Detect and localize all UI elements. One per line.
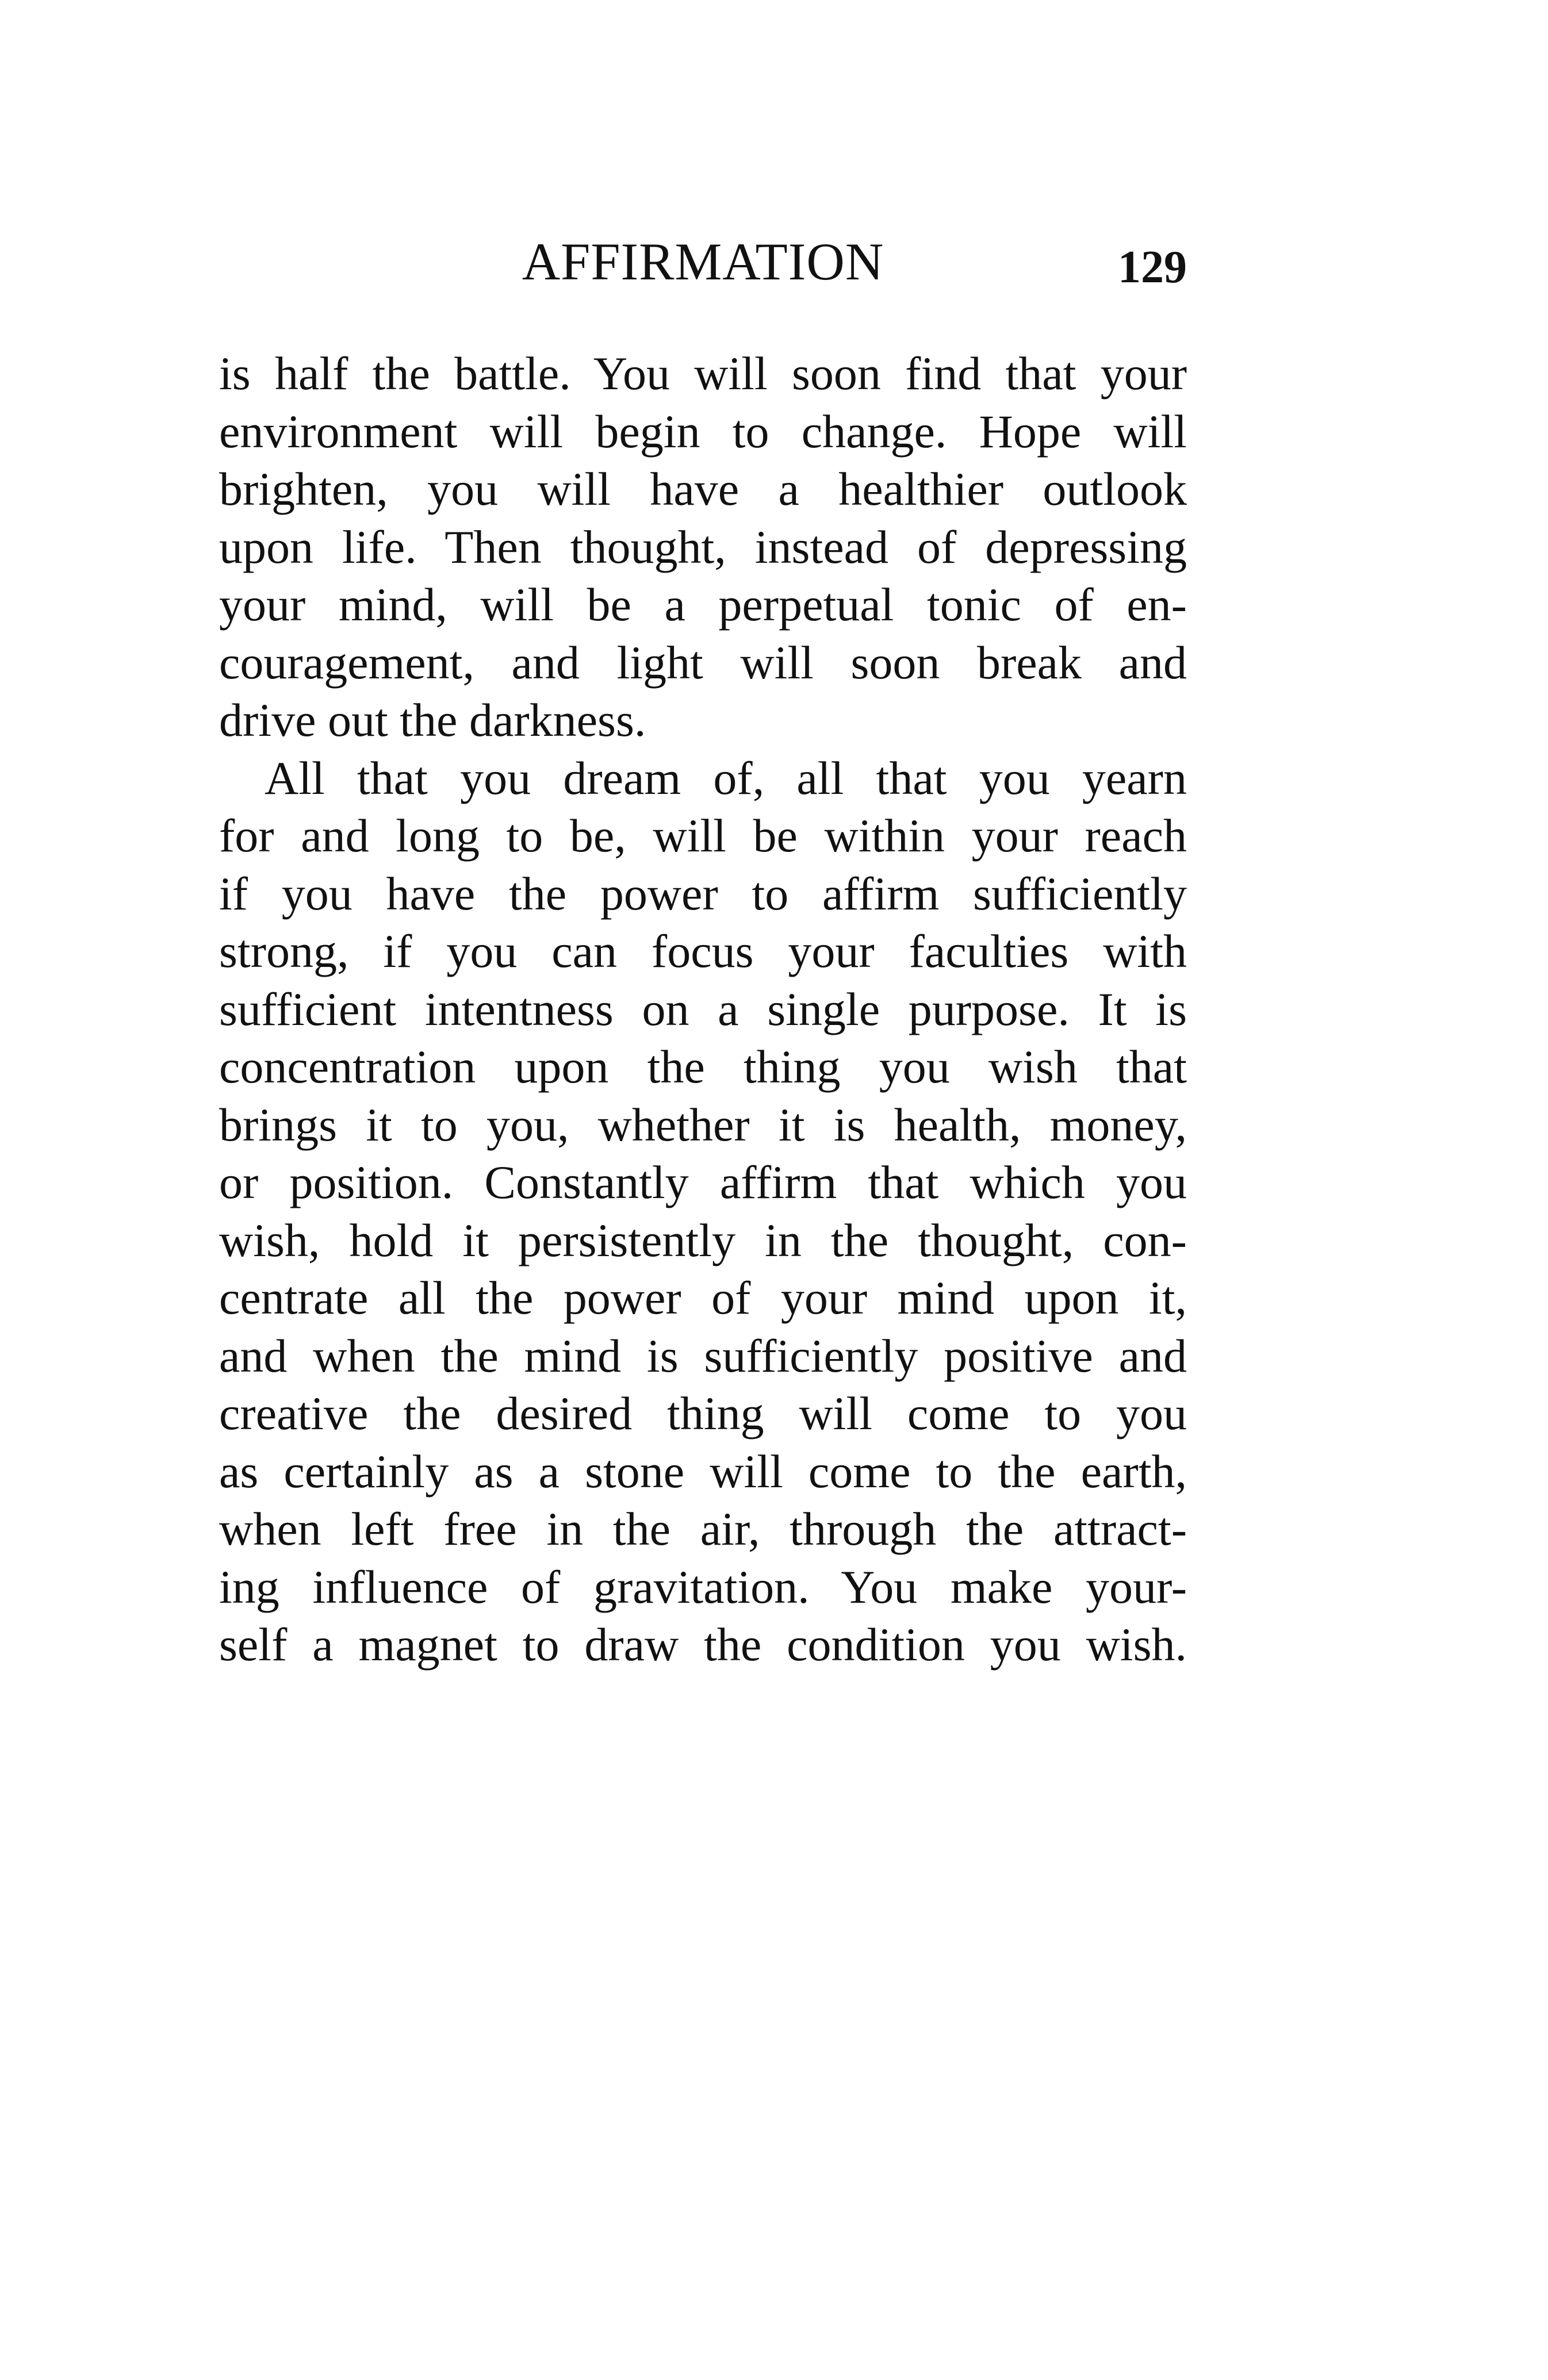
text-line: is half the battle. You will soon find that your	[219, 347, 1187, 400]
text-line: as certainly as a stone will come to the earth,	[219, 1445, 1187, 1498]
text-line: self a magnet to draw the condition you wish.	[219, 1618, 1187, 1671]
text-line: sufficient intentness on a single purpose. It is	[219, 982, 1187, 1035]
body-text	[219, 345, 1187, 1674]
text-line: environment will begin to change. Hope will	[219, 405, 1187, 458]
text-line: if you have the power to affirm sufficiently	[219, 867, 1187, 920]
running-title: AFFIRMATION	[522, 232, 884, 291]
running-header	[219, 232, 1187, 293]
text-line: centrate all the power of your mind upon it,	[219, 1272, 1187, 1324]
page-number: 129	[1118, 242, 1187, 293]
text-line: creative the desired thing will come to you	[219, 1387, 1187, 1439]
text-line: wish, hold it persistently in the thought, con-	[219, 1214, 1187, 1266]
text-line: couragement, and light will soon break and	[219, 636, 1187, 689]
text-line: ing influence of gravitation. You make your-	[219, 1560, 1187, 1613]
text-line: or position. Constantly affirm that which you	[219, 1156, 1187, 1208]
text-line: strong, if you can focus your faculties with	[219, 925, 1187, 977]
text-line: for and long to be, will be within your reach	[219, 809, 1187, 862]
text-line: your mind, will be a perpetual tonic of en-	[219, 578, 1187, 631]
text-line: when left free in the air, through the attract-	[219, 1503, 1187, 1555]
text-line: and when the mind is sufficiently positive and	[219, 1329, 1187, 1382]
paragraph-2	[219, 750, 1187, 1674]
text-line: drive out the darkness.	[219, 694, 646, 746]
text-line: upon life. Then thought, instead of depressing	[219, 520, 1187, 573]
text-line: All that you dream of, all that you yearn	[265, 751, 1187, 804]
text-line: brings it to you, whether it is health, money,	[219, 1098, 1187, 1151]
paragraph-1	[219, 345, 1187, 750]
text-line: brighten, you will have a healthier outlook	[219, 463, 1187, 515]
text-line: concentration upon the thing you wish that	[219, 1041, 1187, 1093]
